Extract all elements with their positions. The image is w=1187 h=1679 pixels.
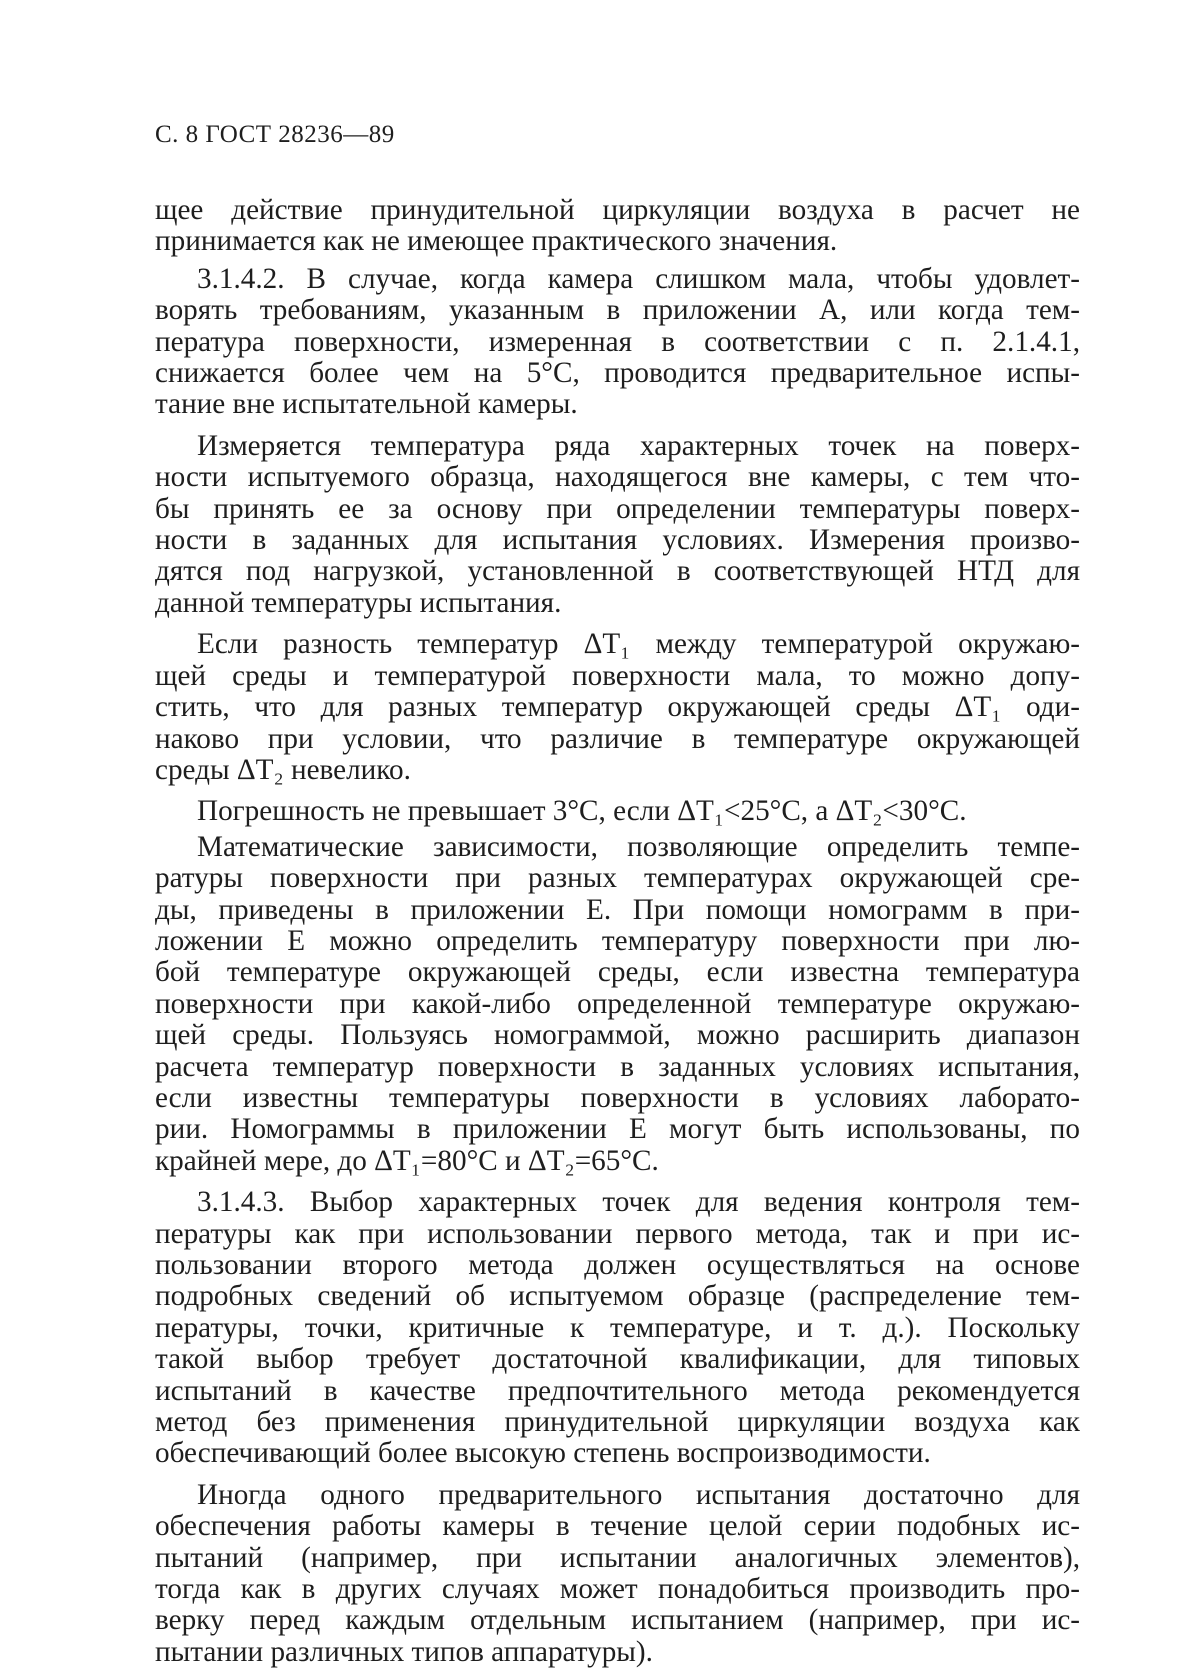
text-line: бой температуре окружающей среды, если известна температура xyxy=(155,956,1080,989)
text-line: данной температуры испытания. xyxy=(155,586,562,619)
text-line: верку перед каждым отдельным испытанием (например, при ис- xyxy=(155,1604,1080,1637)
paragraph xyxy=(155,431,1080,619)
text-line: Если разность температур ΔT₁ между температурой окружаю- xyxy=(197,628,1080,661)
text-line: испытаний в качестве предпочтительного метода рекомендуется xyxy=(155,1374,1080,1407)
text-line: Погрешность не превышает 3°С, если ΔT₁<25°С, а ΔT₂<30°С. xyxy=(197,795,967,828)
text-line: стить, что для разных температур окружающей среды ΔT₁ оди- xyxy=(155,691,1080,724)
text-line: расчета температур поверхности в заданных условиях испытания, xyxy=(155,1050,1080,1083)
text-line: Измеряется температура ряда характерных точек на поверх- xyxy=(197,429,1080,462)
text-line: если известны температуры поверхности в условиях лаборато- xyxy=(155,1081,1080,1114)
paragraph xyxy=(155,796,1080,827)
text-line: принимается как не имеющее практического значения. xyxy=(155,225,838,258)
text-line: щее действие принудительной циркуляции воздуха в расчет не xyxy=(155,194,1080,226)
text-line: 3.1.4.3. Выбор характерных точек для ведения контроля тем- xyxy=(197,1186,1080,1219)
text-line: тогда как в других случаях может понадобиться производить про- xyxy=(155,1573,1080,1606)
text-line: ворять требованиям, указанным в приложении А, или когда тем- xyxy=(155,294,1080,327)
text-line: крайней мере, до ΔT₁=80°С и ΔT₂=65°С. xyxy=(155,1144,659,1177)
text-line: щей среды и температурой поверхности мала, то можно допу- xyxy=(155,659,1080,692)
body-text xyxy=(155,195,1080,1668)
text-line: бы принять ее за основу при определении температуры поверх- xyxy=(155,492,1080,525)
text-line: поверхности при какой-либо определенной температуре окружаю- xyxy=(155,987,1080,1020)
text-line: 3.1.4.2. В случае, когда камера слишком мала, чтобы удовлет- xyxy=(197,262,1080,295)
paragraph xyxy=(155,629,1080,786)
text-line: обеспечивающий более высокую степень воспроизводимости. xyxy=(155,1437,931,1470)
text-line: пературы как при использовании первого метода, так и при ис- xyxy=(155,1217,1080,1250)
text-line: пытании различных типов аппаратуры). xyxy=(155,1635,653,1668)
paragraph xyxy=(155,1187,1080,1470)
paragraph xyxy=(155,832,1080,1177)
paragraph xyxy=(155,195,1080,258)
text-line: ложении Е можно определить температуру поверхности при лю- xyxy=(155,924,1080,957)
text-line: пользовании второго метода должен осуществляться на основе xyxy=(155,1249,1080,1281)
text-line: пературы, точки, критичные к температуре, и т. д.). Поскольку xyxy=(155,1311,1080,1344)
text-line: Иногда одного предварительного испытания достаточно для xyxy=(197,1478,1080,1511)
page-header: С. 8 ГОСТ 28236—89 xyxy=(155,121,395,148)
text-line: рии. Номограммы в приложении Е могут быть использованы, по xyxy=(155,1113,1080,1146)
paragraph xyxy=(155,1480,1080,1668)
text-line: среды ΔT₂ невелико. xyxy=(155,753,411,786)
text-line: ды, приведены в приложении Е. При помощи номограмм в при- xyxy=(155,893,1080,926)
text-line: подробных сведений об испытуемом образце (распределение тем- xyxy=(155,1280,1080,1313)
text-line: пература поверхности, измеренная в соответствии с п. 2.1.4.1, xyxy=(155,325,1080,358)
text-line: метод без применения принудительной циркуляции воздуха как xyxy=(155,1406,1080,1439)
text-line: дятся под нагрузкой, установленной в соответствующей НТД для xyxy=(155,555,1080,588)
text-line: тание вне испытательной камеры. xyxy=(155,388,578,421)
text-line: Математические зависимости, позволяющие определить темпе- xyxy=(197,830,1080,863)
paragraph xyxy=(155,264,1080,421)
text-line: обеспечения работы камеры в течение целой серии подобных ис- xyxy=(155,1510,1080,1543)
text-line: щей среды. Пользуясь номограммой, можно расширить диапазон xyxy=(155,1019,1080,1052)
text-line: пытаний (например, при испытании аналогичных элементов), xyxy=(155,1541,1080,1574)
document-page xyxy=(155,120,1080,1678)
text-line: ности в заданных для испытания условиях. Измерения произво- xyxy=(155,524,1080,557)
text-line: наково при условии, что различие в температуре окружающей xyxy=(155,722,1080,755)
text-line: ности испытуемого образца, находящегося вне камеры, с тем что- xyxy=(155,461,1080,494)
text-line: такой выбор требует достаточной квалификации, для типовых xyxy=(155,1343,1080,1376)
text-line: снижается более чем на 5°С, проводится предварительное испы- xyxy=(155,357,1080,390)
text-line: ратуры поверхности при разных температурах окружающей сре- xyxy=(155,862,1080,895)
